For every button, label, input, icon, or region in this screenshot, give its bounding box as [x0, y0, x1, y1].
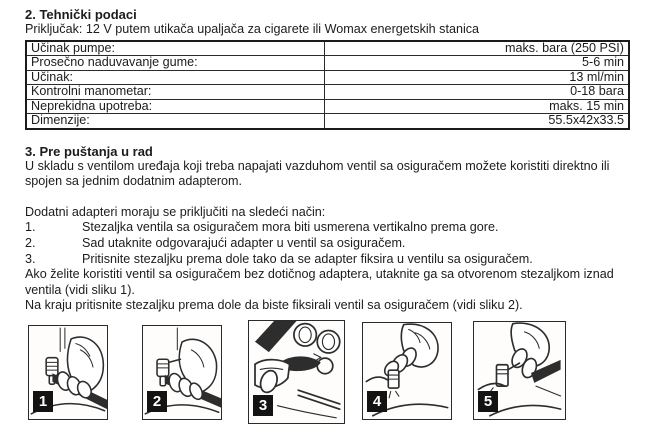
figure-1-number-badge: 1 — [33, 391, 53, 412]
figure-5 — [473, 321, 566, 420]
table-row — [26, 99, 629, 114]
figure-5-number-badge: 5 — [478, 391, 498, 412]
section3-heading: 3. Pre puštanja u rad — [25, 143, 153, 159]
step-number: 1. — [25, 220, 36, 235]
spec-label: Učinak pumpe: — [26, 41, 324, 56]
section2-intro: Priključak: 12 V putem utikača upaljača za cigarete ili Womax energetskih stanica — [25, 22, 480, 36]
table-row — [26, 114, 629, 129]
step-number: 2. — [25, 235, 36, 250]
step-text: Pritisnite stezaljku prema dole tako da se adapter fiksira u ventilu sa osiguračem. — [82, 251, 533, 266]
numbered-step — [25, 220, 630, 236]
spec-label: Učinak: — [26, 70, 324, 85]
spec-label: Kontrolni manometar: — [26, 85, 324, 100]
section3-paragraph-1: U skladu s ventilom uređaja koji treba napajati vazduhom ventil sa osiguračem možete koristiti direktno ili spojen sa jednim dodatnim adapterom. — [25, 158, 610, 189]
table-row — [26, 70, 629, 85]
figure-2 — [142, 325, 222, 420]
spec-value: maks. bara (250 PSI) — [324, 41, 629, 56]
table-row — [26, 85, 629, 100]
section3-paragraph-3: Ako želite koristiti ventil sa osiguračem bez dotičnog adaptera, utaknite ga sa otvorenom stezaljkom iznad ventila (vidi sliku 1). — [25, 267, 614, 297]
spec-value: 0-18 bara — [324, 85, 629, 100]
figure-4 — [362, 322, 452, 420]
numbered-step — [25, 236, 630, 252]
step-number: 3. — [25, 251, 36, 266]
spec-label: Neprekidna upotreba: — [26, 99, 324, 114]
spec-label: Prosečno naduvavanje gume: — [26, 56, 324, 71]
section3-paragraph-4: Na kraju pritisnite stezaljku prema dole da biste fiksirali ventil sa osiguračem (vidi sliku 2). — [25, 298, 523, 313]
step-text: Stezaljka ventila sa osiguračem mora biti usmerena vertikalno prema gore. — [82, 220, 499, 235]
step-text: Sad utaknite odgovarajući adapter u ventil sa osiguračem. — [82, 235, 406, 250]
numbered-step — [25, 252, 630, 268]
figure-3-number-badge: 3 — [253, 395, 273, 416]
table-row — [26, 56, 629, 71]
spec-value: maks. 15 min — [324, 99, 629, 114]
spec-value: 13 ml/min — [324, 70, 629, 85]
figure-4-number-badge: 4 — [367, 391, 387, 412]
figure-1 — [28, 325, 108, 420]
spec-value: 55.5x42x33.5 — [324, 114, 629, 129]
table-row — [26, 41, 629, 56]
spec-value: 5-6 min — [324, 56, 629, 71]
section3-paragraph-2: Dodatni adapteri moraju se priključiti na sledeći način: — [25, 204, 326, 219]
spec-label: Dimenzije: — [26, 114, 324, 129]
figure-3 — [248, 320, 345, 424]
instruction-figures — [0, 320, 650, 432]
figure-2-number-badge: 2 — [147, 391, 167, 412]
tech-specs-table — [25, 40, 630, 130]
section2-heading: 2. Tehnički podaci — [25, 7, 137, 22]
